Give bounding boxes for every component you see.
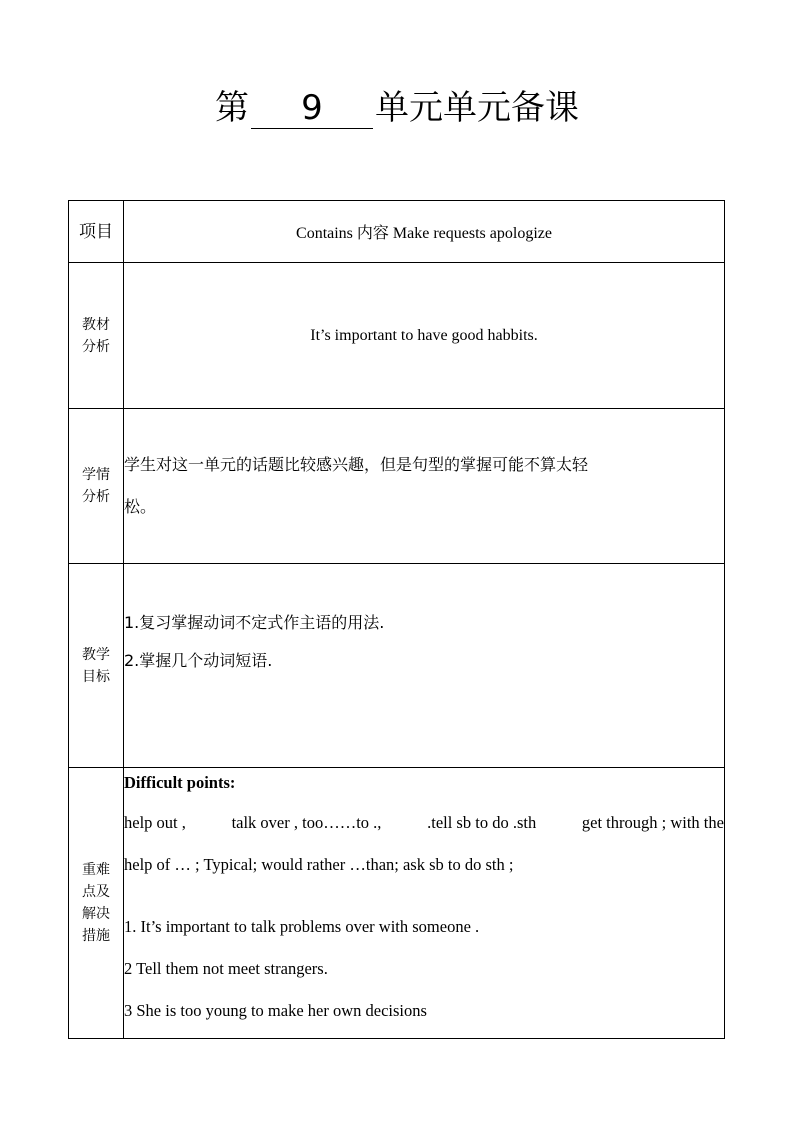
unit-number-blank: 9: [251, 88, 373, 129]
example-sentence: 3 She is too young to make her own decisions: [124, 1001, 427, 1020]
title-prefix: 第: [215, 88, 249, 128]
student-analysis-line: 学生对这一单元的话题比较感兴趣，但是句型的掌握可能不算太轻: [124, 455, 589, 474]
content-teaching-goals: [124, 564, 725, 768]
student-analysis-line: 松。: [124, 497, 157, 516]
content-material-analysis: It’s important to have good habbits.: [124, 263, 725, 409]
title-suffix: 单元单元备课: [375, 88, 579, 128]
row-project: [69, 201, 725, 263]
row-material-analysis: [69, 263, 725, 409]
example-sentence: 1. It’s important to talk problems over with someone .: [124, 917, 480, 936]
page-title: [0, 84, 794, 132]
row-teaching-goals: [69, 564, 725, 768]
phrase-line-1: help out , talk over , too……to ., .tell sb to do .sth get through ; with the: [124, 813, 724, 832]
label-student-analysis: 学情 分析: [69, 409, 124, 564]
content-student-analysis: [124, 409, 725, 564]
content-project: Contains 内容 Make requests apologize: [124, 201, 725, 263]
example-sentence: 2 Tell them not meet strangers.: [124, 959, 328, 978]
difficult-points-heading: Difficult points:: [124, 773, 236, 792]
goal-item: 2.掌握几个动词短语.: [124, 650, 273, 670]
label-teaching-goals: 教学 目标: [69, 564, 124, 768]
content-difficult-points: [124, 768, 725, 1039]
label-project: 项目: [69, 201, 124, 263]
goal-item: 1.复习掌握动词不定式作主语的用法.: [124, 612, 385, 632]
label-difficult-points: 重难 点及 解决 措施: [69, 768, 124, 1039]
row-student-analysis: [69, 409, 725, 564]
phrase-line-2: help of … ; Typical; would rather …than; ask sb to do sth ;: [124, 855, 514, 874]
lesson-plan-table: [68, 200, 725, 1039]
row-difficult-points: [69, 768, 725, 1039]
label-material-analysis: 教材 分析: [69, 263, 124, 409]
